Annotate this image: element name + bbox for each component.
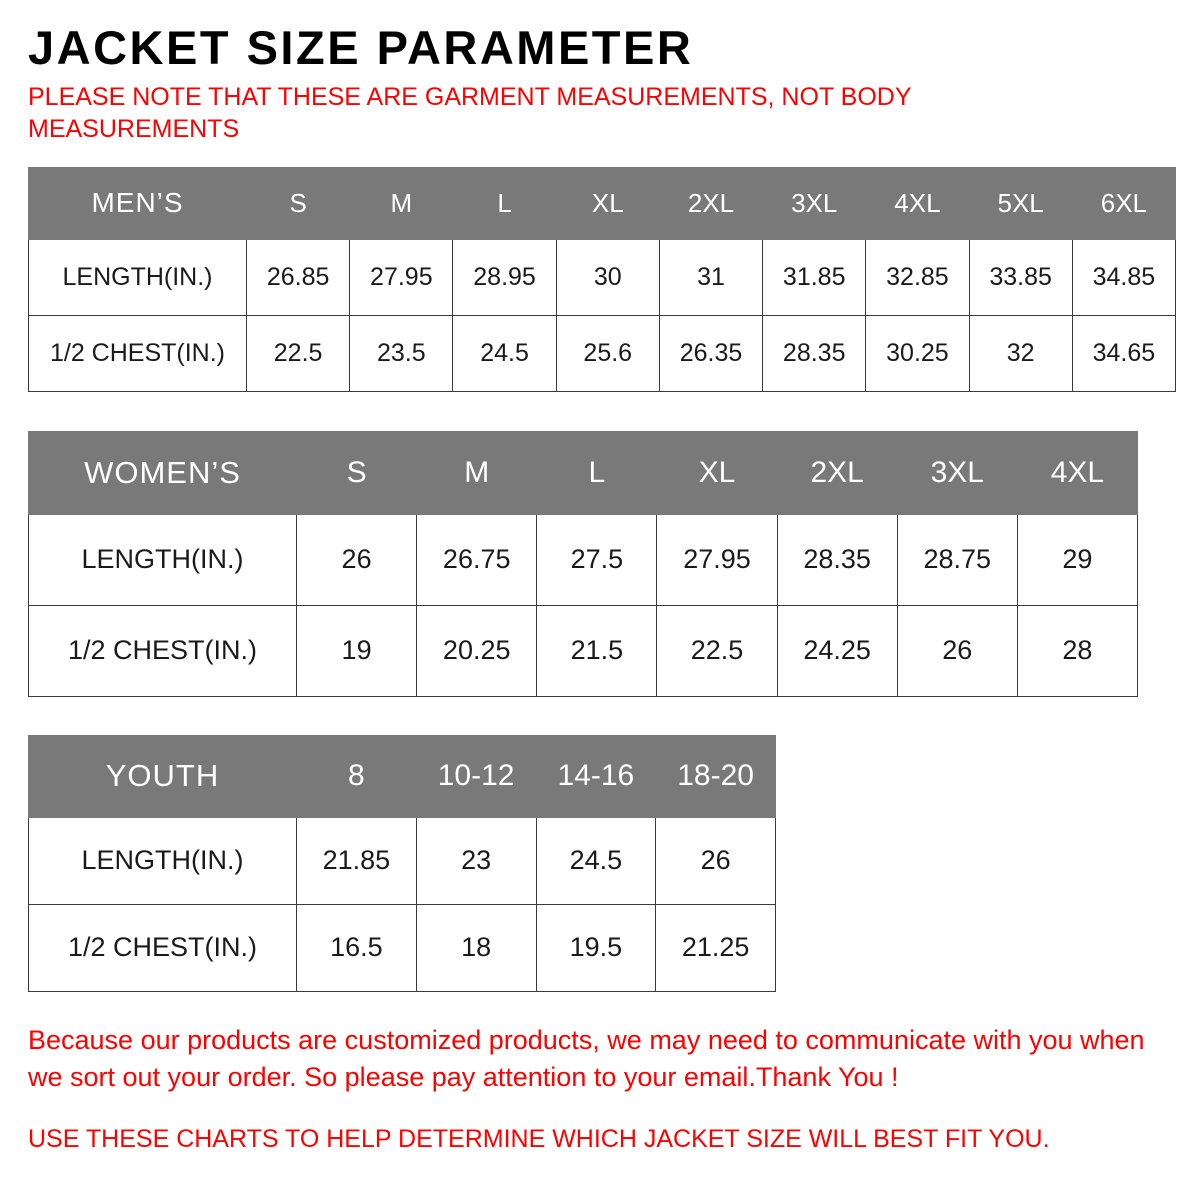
page-title: JACKET SIZE PARAMETER	[28, 21, 694, 74]
table-header-row	[29, 431, 1138, 514]
table-cell: 28.95	[453, 239, 556, 315]
womens-table-body	[29, 514, 1138, 696]
mens-size-header: 6XL	[1072, 167, 1175, 239]
table-cell: 22.5	[247, 315, 350, 391]
youth-size-header: 18-20	[656, 735, 776, 817]
mens-size-header: 2XL	[659, 167, 762, 239]
table-cell: 28	[1017, 605, 1137, 696]
youth-size-header: 10-12	[416, 735, 536, 817]
mens-size-header: 5XL	[969, 167, 1072, 239]
womens-size-header: S	[297, 431, 417, 514]
table-cell: 26	[297, 514, 417, 605]
row-label: LENGTH(IN.)	[29, 514, 297, 605]
table-cell: 18	[416, 904, 536, 991]
table-cell: 19	[297, 605, 417, 696]
mens-size-table	[28, 167, 1176, 392]
youth-header-label: YOUTH	[29, 735, 297, 817]
table-cell: 24.5	[536, 817, 656, 904]
table-cell: 28.75	[897, 514, 1017, 605]
customization-notice: Because our products are customized products, we may need to communicate with you when we sort out your order. So please pay attention to your email.Thank You !	[28, 1024, 1145, 1092]
measurement-note: PLEASE NOTE THAT THESE ARE GARMENT MEASUREMENTS, NOT BODY MEASUREMENTS	[28, 82, 912, 143]
table-cell: 22.5	[657, 605, 777, 696]
table-header-row	[29, 167, 1176, 239]
row-label: 1/2 CHEST(IN.)	[29, 605, 297, 696]
youth-table-head	[29, 735, 776, 817]
mens-size-header: S	[247, 167, 350, 239]
womens-size-header: 2XL	[777, 431, 897, 514]
womens-size-header: XL	[657, 431, 777, 514]
row-label: LENGTH(IN.)	[29, 239, 247, 315]
table-cell: 21.85	[297, 817, 417, 904]
table-cell: 16.5	[297, 904, 417, 991]
table-row	[29, 514, 1138, 605]
table-cell: 27.95	[350, 239, 453, 315]
table-cell: 33.85	[969, 239, 1072, 315]
table-cell: 26.35	[659, 315, 762, 391]
womens-size-header: L	[537, 431, 657, 514]
table-cell: 26.85	[247, 239, 350, 315]
womens-size-header: 4XL	[1017, 431, 1137, 514]
table-cell: 29	[1017, 514, 1137, 605]
table-cell: 24.25	[777, 605, 897, 696]
mens-size-header: XL	[556, 167, 659, 239]
table-cell: 26.75	[417, 514, 537, 605]
youth-size-header: 8	[297, 735, 417, 817]
table-cell: 30	[556, 239, 659, 315]
table-cell: 32	[969, 315, 1072, 391]
mens-size-header: 4XL	[866, 167, 969, 239]
table-header-row	[29, 735, 776, 817]
chart-usage-notice: USE THESE CHARTS TO HELP DETERMINE WHICH JACKET SIZE WILL BEST FIT YOU.	[28, 1125, 1050, 1154]
mens-table-head	[29, 167, 1176, 239]
table-cell: 34.85	[1072, 239, 1175, 315]
youth-size-table	[28, 735, 776, 992]
womens-size-header: M	[417, 431, 537, 514]
table-row	[29, 605, 1138, 696]
table-cell: 20.25	[417, 605, 537, 696]
table-row	[29, 904, 776, 991]
table-cell: 28.35	[763, 315, 866, 391]
table-cell: 21.25	[656, 904, 776, 991]
table-cell: 24.5	[453, 315, 556, 391]
table-cell: 30.25	[866, 315, 969, 391]
mens-size-header: L	[453, 167, 556, 239]
row-label: 1/2 CHEST(IN.)	[29, 315, 247, 391]
table-row	[29, 817, 776, 904]
table-cell: 31	[659, 239, 762, 315]
youth-size-header: 14-16	[536, 735, 656, 817]
table-cell: 28.35	[777, 514, 897, 605]
table-cell: 21.5	[537, 605, 657, 696]
table-cell: 34.65	[1072, 315, 1175, 391]
womens-size-table	[28, 431, 1138, 697]
table-cell: 19.5	[536, 904, 656, 991]
youth-table-body	[29, 817, 776, 991]
table-cell: 32.85	[866, 239, 969, 315]
row-label: 1/2 CHEST(IN.)	[29, 904, 297, 991]
womens-size-header: 3XL	[897, 431, 1017, 514]
row-label: LENGTH(IN.)	[29, 817, 297, 904]
table-row	[29, 239, 1176, 315]
mens-size-header: 3XL	[763, 167, 866, 239]
womens-table-head	[29, 431, 1138, 514]
table-cell: 23.5	[350, 315, 453, 391]
table-cell: 26	[656, 817, 776, 904]
table-cell: 31.85	[763, 239, 866, 315]
table-cell: 27.5	[537, 514, 657, 605]
table-row	[29, 315, 1176, 391]
table-cell: 25.6	[556, 315, 659, 391]
table-cell: 27.95	[657, 514, 777, 605]
mens-header-label: MEN’S	[29, 167, 247, 239]
mens-table-body	[29, 239, 1176, 391]
table-cell: 26	[897, 605, 1017, 696]
womens-header-label: WOMEN’S	[29, 431, 297, 514]
table-cell: 23	[416, 817, 536, 904]
mens-size-header: M	[350, 167, 453, 239]
